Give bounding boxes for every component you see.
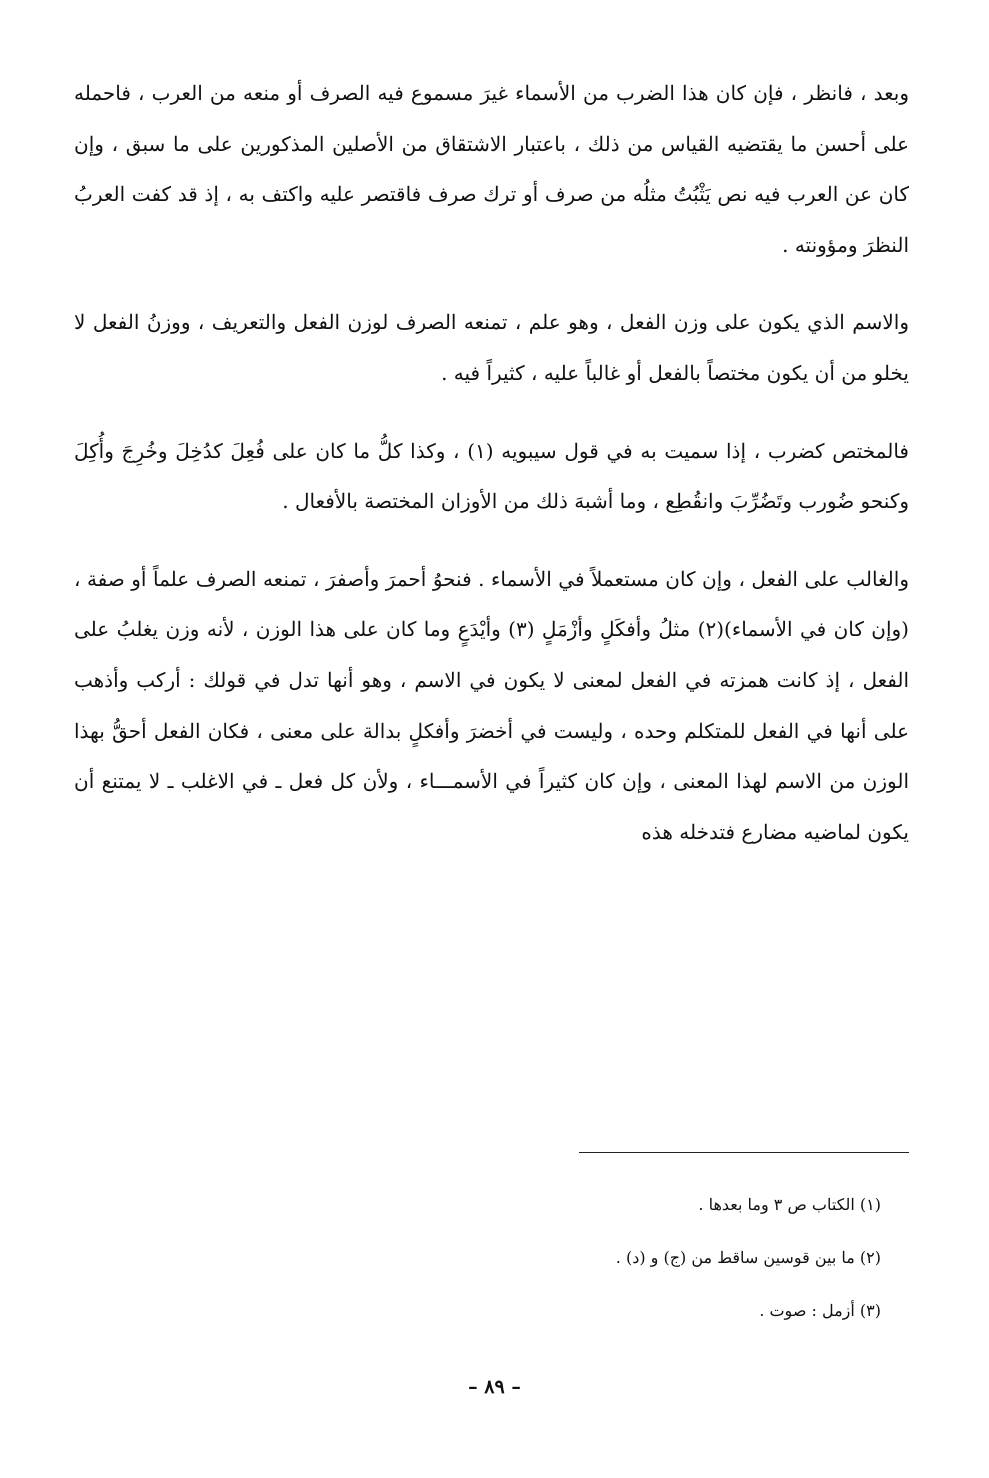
body-paragraph-4: والغالب على الفعل ، وإن كان مستعملاً في الأسماء . فنحوُ أحمرَ وأصفرَ ، تمنعه الصرف علماً أو صفة ، (وإن كان في الأسماء)(٢) مثلُ وأفكَلٍ وأزْمَلٍ (٣) وأيْدَعٍ وما كان على هذا الوزن ، لأنه وزن يغلبُ على الفعل ، إذ كانت همزته في الفعل لمعنى لا يكون في الاسم ، وهو أنها تدل في قولك : أركب وأذهب على أنها في الفعل للمتكلم وحده ، وليست في أخضرَ وأفكلٍ بدالة على معنى ، فكان الفعل أحقُّ بهذا الوزن من الاسم لهذا المعنى ، وإن كان كثيراً في الأسمـــاء ، ولأن كل فعل ـ في الاغلب ـ لا يمتنع أن يكون لماضيه مضارع فتدخله هذه [74,566,909,844]
footnote-divider [579,1152,909,1153]
footnote-1: (١) الكتاب ص ٣ وما بعدها . [698,1195,881,1214]
footnotes-list [321,1178,881,1337]
page-number: – ٨٩ – [468,1376,521,1398]
footnote-2: (٢) ما بين قوسين ساقط من (ج) و (د) . [615,1248,881,1267]
body-paragraph-3: فالمختص كضرب ، إذا سميت به في قول سيبويه (١) ، وكذا كلُّ ما كان على فُعِلَ كدُخِلَ وخُرِجَ وأُكِلَ وكنحو ضُورب وتَضُرِّبَ وانقُطِع ، وما أشبهَ ذلك من الأوزان المختصة بالأفعال . [74,438,909,514]
footnote-3: (٣) أزمل : صوت . [759,1301,881,1320]
body-paragraph-2: والاسم الذي يكون على وزن الفعل ، وهو علم ، تمنعه الصرف لوزن الفعل والتعريف ، ووزنُ الفعل لا يخلو من أن يكون مختصاً بالفعل أو غالباً عليه ، كثيراً فيه . [74,310,909,385]
body-paragraph-1: وبعد ، فانظر ، فإن كان هذا الضرب من الأسماء غيرَ مسموع فيه الصرف أو منعه من العرب ، فاحمله على أحسن ما يقتضيه القياس من ذلك ، باعتبار الاشتقاق من الأصلين المذكورين على ما سبق ، وإن كان عن العرب فيه نص يَثْبُتُ مثلُه من صرف أو ترك صرف فاقتصر عليه واكتف به ، إذ قد كفت العربُ النظرَ ومؤونته . [74,81,909,257]
